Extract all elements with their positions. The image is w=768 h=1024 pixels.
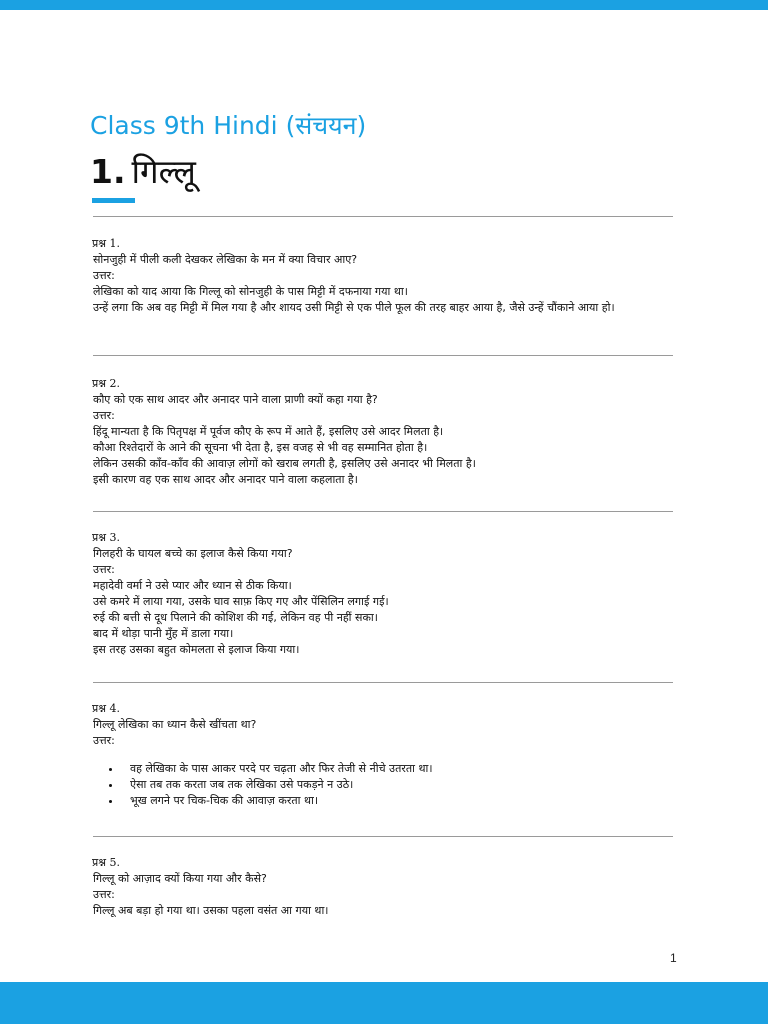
answer-line: लेखिका को याद आया कि गिल्लू को सोनजुही के पास मिट्टी में दफनाया गया था। xyxy=(93,285,408,298)
question-block-4 xyxy=(92,701,692,809)
answer-bullet: • वह लेखिका के पास आकर परदे पर चढ़ता और फिर तेजी से नीचे उतरता था। xyxy=(122,761,692,777)
answer-line: हिंदू मान्यता है कि पितृपक्ष में पूर्वज कौए के रूप में आते हैं, इसलिए उसे आदर मिलता है। xyxy=(93,425,444,438)
answer-line: इसी कारण वह एक साथ आदर और अनादर पाने वाला कहलाता है। xyxy=(93,473,358,486)
chapter-name: गिल्लू xyxy=(131,152,196,191)
divider xyxy=(93,216,673,217)
answer-label: उत्तर: xyxy=(93,734,115,747)
answer-line: कौआ रिश्तेदारों के आने की सूचना भी देता है, इस वजह से भी वह सम्मानित होता है। xyxy=(93,441,428,454)
answer-line: लेकिन उसकी काँव-काँव की आवाज़ लोगों को खराब लगती है, इसलिए उसे अनादर भी मिलता है। xyxy=(93,457,476,470)
question-label: प्रश्न 2. xyxy=(92,377,121,390)
answer-line: गिल्लू अब बड़ा हो गया था। उसका पहला वसंत आ गया था। xyxy=(93,904,329,917)
answer-label: उत्तर: xyxy=(93,563,115,576)
divider xyxy=(93,836,673,837)
answer-line: इस तरह उसका बहुत कोमलता से इलाज किया गया। xyxy=(93,643,300,656)
answer-line: उसे कमरे में लाया गया, उसके घाव साफ़ किए गए और पेंसिलिन लगाई गई। xyxy=(93,595,389,608)
question-label: प्रश्न 1. xyxy=(92,237,121,250)
question-text: गिल्लू लेखिका का ध्यान कैसे खींचता था? xyxy=(93,718,257,731)
question-label: प्रश्न 3. xyxy=(92,531,121,544)
answer-line: रुई की बत्ती से दूध पिलाने की कोशिश की गई, लेकिन वह पी नहीं सका। xyxy=(93,611,378,624)
question-text: गिलहरी के घायल बच्चे का इलाज कैसे किया गया? xyxy=(93,547,293,560)
chapter-number: 1. xyxy=(90,152,126,191)
answer-label: उत्तर: xyxy=(93,269,115,282)
bottom-accent-bar xyxy=(0,982,768,1024)
page-number: 1 xyxy=(670,951,677,965)
answer-label: उत्तर: xyxy=(93,888,115,901)
title-underline-accent xyxy=(92,198,135,203)
answer-bullet-list xyxy=(92,761,692,809)
question-label: प्रश्न 4. xyxy=(92,702,121,715)
answer-line: उन्हें लगा कि अब वह मिट्टी में मिल गया है और शायद उसी मिट्टी से एक पीले फूल की तरह बाहर आया है, जैसे उन्हें चौंकाने आया हो। xyxy=(93,301,615,314)
top-accent-bar xyxy=(0,0,768,10)
divider xyxy=(93,682,673,683)
divider xyxy=(93,511,673,512)
class-title: Class 9th Hindi (संचयन) xyxy=(90,111,367,140)
question-block-3 xyxy=(92,530,692,658)
answer-label: उत्तर: xyxy=(93,409,115,422)
question-text: गिल्लू को आज़ाद क्यों किया गया और कैसे? xyxy=(93,872,267,885)
chapter-title xyxy=(90,148,196,193)
question-text: सोनजुही में पीली कली देखकर लेखिका के मन में क्या विचार आए? xyxy=(93,253,358,266)
question-block-1 xyxy=(92,236,692,316)
question-block-5 xyxy=(92,855,692,919)
answer-line: महादेवी वर्मा ने उसे प्यार और ध्यान से ठीक किया। xyxy=(93,579,292,592)
question-text: कौए को एक साथ आदर और अनादर पाने वाला प्राणी क्यों कहा गया है? xyxy=(93,393,378,406)
question-block-2 xyxy=(92,376,692,488)
answer-line: बाद में थोड़ा पानी मुँह में डाला गया। xyxy=(93,627,234,640)
answer-bullet: • ऐसा तब तक करता जब तक लेखिका उसे पकड़ने न उठे। xyxy=(122,777,692,793)
answer-bullet: • भूख लगने पर चिक-चिक की आवाज़ करता था। xyxy=(122,793,692,809)
divider xyxy=(93,355,673,356)
question-label: प्रश्न 5. xyxy=(92,856,121,869)
